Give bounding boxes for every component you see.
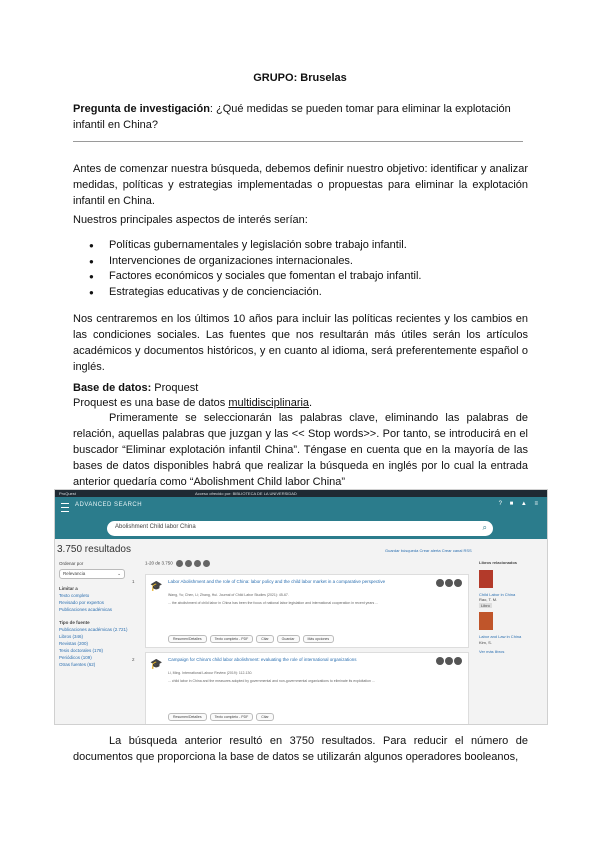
sort-value: Relevancia: [63, 571, 86, 576]
result-title[interactable]: Labor Abolishment and the role of China: labor policy and the child labor market in a comparative perspective: [168, 579, 386, 584]
list-item: ● Intervenciones de organizaciones internacionales.: [73, 254, 421, 270]
cite-button[interactable]: Citar: [256, 635, 273, 643]
result-number: 1: [132, 579, 135, 584]
topbar-center-text: Acceso ofrecido por: BIBLIOTECA DE LA UNIVERSIDAD: [195, 491, 297, 496]
save-icon: [454, 657, 462, 665]
limit-item[interactable]: Publicaciones académicas: [59, 607, 113, 612]
results-count: 3.750 resultados: [57, 544, 131, 555]
toolbar-icons[interactable]: ? ■ ▲ ≡: [498, 501, 541, 507]
result-abstract: ... child labor in China and the measures adopted by governmental and non-governmental organizations to eliminate its exploitation ...: [168, 679, 375, 683]
cite-button[interactable]: Citar: [256, 713, 273, 721]
result-card[interactable]: [132, 574, 469, 648]
details-button[interactable]: Resumen/Detalles: [168, 635, 207, 643]
search-input[interactable]: [107, 521, 493, 536]
database-desc-text: Proquest es una base de datos: [73, 397, 229, 409]
result-buttons: [168, 713, 277, 721]
topbar-left-text: ProQuest: [59, 491, 76, 496]
menu-icon[interactable]: [61, 503, 69, 512]
more-button[interactable]: Más opciones: [303, 635, 335, 643]
related-heading: Libros relacionados: [479, 560, 518, 565]
search-icon[interactable]: ⌕: [482, 523, 487, 532]
result-number: 2: [132, 657, 135, 662]
cite-icon: [436, 657, 444, 665]
book-tag: Libro: [481, 602, 490, 608]
proquest-screenshot: [54, 489, 548, 725]
result-actions[interactable]: [435, 657, 462, 667]
email-icon: [445, 657, 453, 665]
cite-icon[interactable]: [185, 560, 192, 567]
search-actions[interactable]: Guardar búsqueda Crear alerta Crear canal RSS: [385, 548, 472, 553]
pdf-button[interactable]: Texto completo - PDF: [210, 635, 254, 643]
book-title[interactable]: Labor and Law in China: [479, 634, 522, 639]
chevron-down-icon: ⌄: [117, 571, 121, 576]
results-range: 1-20 de 3.750: [145, 560, 173, 566]
book-author: Rao, T. M.: [479, 597, 498, 602]
select-all-icon[interactable]: [176, 560, 183, 567]
brand-label: ADVANCED SEARCH: [75, 502, 143, 508]
result-buttons: [168, 635, 337, 643]
aspects-list: [73, 238, 421, 300]
result-actions[interactable]: [435, 579, 462, 589]
book-cover[interactable]: [479, 570, 493, 588]
print-icon[interactable]: [203, 560, 210, 567]
page-title: GRUPO: Bruselas: [253, 72, 347, 84]
limit-item[interactable]: Revisado por expertos: [59, 600, 105, 605]
type-label: Tipo de fuente: [59, 620, 90, 625]
type-item[interactable]: Libros (346): [59, 634, 84, 639]
sort-label: Ordenar por: [59, 561, 84, 566]
result-abstract: ... the abolishment of child labor in China has been the focus of national labor legislation and international cooperation in recent years ...: [168, 601, 379, 605]
database-description: [73, 395, 528, 411]
database-line: [73, 380, 528, 396]
screenshot-header: [55, 497, 547, 539]
book-cover[interactable]: [479, 612, 493, 630]
intro-paragraph: Antes de comenzar nuestra búsqueda, debemos definir nuestro objetivo: identificar y analizar medidas, políticas y estrategias implementadas o propuestas para eliminar la explotación infantil en China.: [73, 163, 528, 207]
result-title[interactable]: Campaign for China's child labor abolishment: evaluating the role of international organizations: [168, 657, 357, 662]
save-icon: [454, 579, 462, 587]
search-query: Abolishment Child labor China: [115, 524, 196, 530]
scholarly-icon: 🎓: [150, 581, 163, 592]
aspects-heading: Nuestros principales aspectos de interés serían:: [73, 214, 308, 226]
result-meta: Wang, Yu; Chen, Li; Zhang, Hui. Journal of Child Labor Studies (2021): 45-67.: [168, 593, 289, 597]
type-item[interactable]: Otras fuentes (62): [59, 662, 96, 667]
list-item: ● Estrategias educativas y de concienciación.: [73, 285, 421, 301]
list-item: ● Políticas gubernamentales y legislación sobre trabajo infantil.: [73, 238, 421, 254]
email-icon[interactable]: [194, 560, 201, 567]
after-paragraph: La búsqueda anterior resultó en 3750 resultados. Para reducir el número de documentos que proporciona la base de datos se utilizarán algunos operadores booleanos,: [73, 735, 528, 763]
book-title[interactable]: Child Labor in China: [479, 591, 516, 597]
list-item: ● Factores económicos y sociales que fomentan el trabajo infantil.: [73, 269, 421, 285]
keywords-paragraph: Primeramente se seleccionarán las palabras clave, eliminando las palabras de relación, aquellas palabras que juzgan y las << Stop words>>. Por tanto, se introducirá en el buscador “Eliminar explotación infantil China”. Téngase en cuenta que en la mayoría de las bases de datos disponibles habrá que realizar la búsqueda en inglés por lo cual la entrada anterior quedaría como “Abolishment Child labor China”: [73, 412, 528, 488]
result-card[interactable]: [132, 652, 469, 725]
sort-select[interactable]: [59, 569, 125, 579]
database-desc-underlined: multidisciplinaria: [228, 397, 310, 409]
type-item[interactable]: Tesis doctorales (178): [59, 648, 104, 653]
divider: [73, 141, 523, 142]
filters-sidebar: [59, 560, 131, 668]
focus-paragraph: Nos centraremos en los últimos 10 años para incluir las políticas recientes y los cambios en las condiciones sociales. Las fuentes que nos resultarán más útiles serán los artículos académicos y documentos históricos, y en cuanto al idioma, será preferentemente español o inglés.: [73, 313, 528, 373]
screenshot-topbar: [55, 490, 547, 497]
email-icon: [445, 579, 453, 587]
results-header: [145, 560, 467, 567]
question-label: Pregunta de investigación: [73, 103, 210, 115]
results-list: [132, 560, 467, 724]
scholarly-icon: 🎓: [150, 659, 163, 670]
limit-item[interactable]: Texto completo: [59, 593, 90, 598]
type-item[interactable]: Publicaciones académicas (2.721): [59, 627, 128, 632]
type-item[interactable]: Revistas (200): [59, 641, 89, 646]
database-desc-end: .: [309, 397, 313, 409]
related-sidebar: [479, 560, 543, 655]
more-books-link[interactable]: Ver más libros: [479, 649, 505, 654]
question-text: : ¿Qué medidas se pueden tomar para eliminar la explotación infantil en China?: [73, 103, 511, 131]
save-button[interactable]: Guardar: [277, 635, 300, 643]
database-name: Proquest: [151, 382, 199, 394]
limit-label: Limitar a: [59, 586, 78, 591]
database-label: Base de datos:: [73, 382, 152, 394]
research-question: [73, 101, 528, 133]
book-author: Kim, S.: [479, 639, 492, 645]
pdf-button[interactable]: Texto completo - PDF: [210, 713, 254, 721]
type-item[interactable]: Periódicos (109): [59, 655, 92, 660]
result-meta: Li, Ming. International Labour Review (2019): 112-130.: [168, 671, 253, 675]
cite-icon: [436, 579, 444, 587]
details-button[interactable]: Resumen/Detalles: [168, 713, 207, 721]
